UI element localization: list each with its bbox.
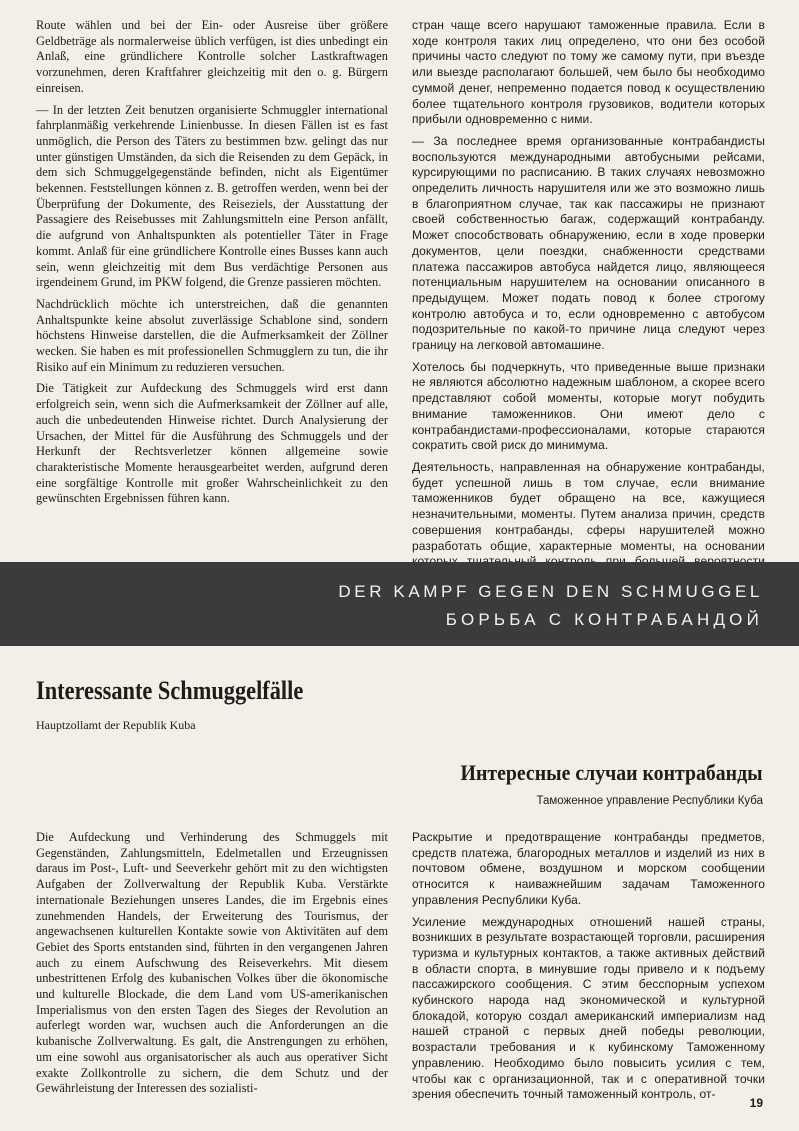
banner-title-german: DER KAMPF GEGEN DEN SCHMUGGEL xyxy=(338,582,763,601)
top-german-column xyxy=(36,18,388,507)
paragraph: — In der letzten Zeit benutzen organisierte Schmuggler international fahrplanmäßig verkehrende Linienbusse. In diesen Fällen ist es fast unmöglich, die Person des Täters zu bestimmen bzw. gelingt das nur unter günstigen Umständen, da sich die Reisenden zu dem Gepäck, in dem sich Schmuggelgegenstände befinden, nicht als Eigentümer bekennen. Feststellungen können z. B. getroffen werden, wenn bei der Überprüfung der Dokumente, des Reiseziels, der Ausstattung der Passagiere des Reisebusses mit Zahlungsmitteln eine Person anfällt, die aufgrund von Anhaltspunkten als potentieller Täter in Frage kommt. Anlaß für eine gründlichere Kontrolle eines Busses kann auch sein, wenn gleichzeitig mit dem Bus verdächtige Personen aus irgendeinem Grund, im PKW folgend, die Grenze passieren möchten. xyxy=(36,102,388,290)
paragraph: Nachdrücklich möchte ich unterstreichen, daß die genannten Anhaltspunkte keine absolut zuverlässige Schablone sind, sondern höchstens Hinweise darstellen, die die Aufmerksamkeit der Zöllner wecken. Sie haben es mit professionellen Schmugglern zu tun, die ihr Risiko auf ein Minimum zu reduzieren versuchen. xyxy=(36,296,388,374)
page-number: 19 xyxy=(749,1096,763,1110)
article-title-russian: Интересные случаи контрабанды xyxy=(460,760,763,785)
top-russian-column xyxy=(412,18,765,586)
article-german-column xyxy=(36,830,388,1097)
paragraph: Хотелось бы подчеркнуть, что приведенные выше признаки не являются абсолютно надежным шаблоном, а скорее всего представляют собой моменты, которые могут побудить внимание таможенников. Они имеют дело с контрабандистами-профессионалами, которые стараются сократить свой риск до минимума. xyxy=(412,359,765,453)
article-subtitle-russian: Таможенное управление Республики Куба xyxy=(536,795,763,807)
paragraph: Деятельность, направленная на обнаружение контрабанды, будет успешной лишь в том случае, если внимание таможенников будет обращено на все, кажущиеся незначительными, моменты. Путем анализа причин, средств совершения контрабанды, сферы нарушителей можно разработать общие, характерные моменты, на основании xyxy=(412,459,765,553)
article-subtitle-german: Hauptzollamt der Republik Kuba xyxy=(36,718,196,732)
paragraph: Die Tätigkeit zur Aufdeckung des Schmuggels wird erst dann erfolgreich sein, wenn sich die Aufmerksamkeit der Zöllner auf alle, auch die unbedeutenden Hinweise richtet. Durch Analysierung der Ursachen, der Mittel für die Ausführung des Schmuggels und der Herkunft der Rechtsverletzer können allgemeine sowie charakteristische Momente herausgearbeitet werden, aufgrund deren eine sorgfältige Kontrolle mit großer Wahrscheinlichkeit zu den gewünschten Ergebnissen führen kann. xyxy=(36,381,388,506)
paragraph: стран чаще всего нарушают таможенные правила. Если в ходе контроля таких лиц определено, что они без особой причины часто следуют по тому же самому пути, при въезде или выезде располагают большей, чем было бы необходимо суммой денег, непременно подается повод к осуществлению более тщательного контроля грузовиков, водители которых прибыли одновременно с ними. xyxy=(412,18,765,127)
article-title-german: Interessante Schmuggelfälle xyxy=(36,676,304,705)
paragraph: Route wählen und bei der Ein- oder Ausreise über größere Geldbeträge als normalerweise üblich verfügen, ist dies unbedingt ein Anlaß, eine gründlichere Kontrolle solcher Lastkraftwagen vorzunehmen, deren Kraftfahrer gleichzeitig mit den o. g. Bürgern einreisen. xyxy=(36,18,388,95)
paragraph: Раскрытие и предотвращение контрабанды предметов, средств платежа, благородных металлов и изделий из них в почтовом обмене, воздушном и морском сообщении относится к наиважнейшим задачам Таможенного управления Республики Куба. xyxy=(412,830,765,907)
paragraph: Die Aufdeckung und Verhinderung des Schmuggels mit Gegenständen, Zahlungsmitteln, Edelmetallen und Erzeugnissen daraus im Post-, Luft- und Seeverkehr gehört mit zu den wichtigsten Aufgaben der Zollverwaltung der Republik Kuba. Verstärkte internationale Beziehungen unseres Landes, die im Ergebnis eines zunehmenden Handels, der Erweiterung des Tourismus, der angewachsenen kulturellen Kontakte sowie von Aktivitäten auf dem Gebiet des Sports entstanden sind, führten in den vergangenen Jahren auch zu einem Aufschwung des Reiseverkehrs. Mit diesem unbestrittenen Erfolg des kubanischen Volkes über die ökonomische und kulturelle Blockade, die dem Land vom US-amerikanischen Imperialismus von den ersten Tagen des Sieges der Revolution an auferlegt worden war, wuchsen auch die Anforderungen an die kubanische Zollverwaltung. Es galt, die Anstrengungen zu erhöhen, um eine sowohl aus organisatorischer als auch aus operativer Sicht exakte Zollkontrolle zu sichern, die dem Schutz und der Gewährleistung der Interessen des sozialisti- xyxy=(36,830,388,1096)
banner-title-russian: БОРЬБА С КОНТРАБАНДОЙ xyxy=(445,610,763,629)
paragraph: Усиление международных отношений нашей страны, возникших в результате возрастающей торговли, расширения туризма и культурных контактов, а также активных действий в области спорта, в минувшие годы привело и к подъему пассажирского сообщения. С этим бесспорным успехом кубинского народа над экономической и культурной блокадой, которую создал американский империализм над нашей страной с первых дней победы революции, возрастали требования и к кубинскому Таможенному управлению. Необходимо было повысить усилия с тем, чтобы как с организационной, так и с оперативной точки зрения обеспечить точный таможенный контроль, от- xyxy=(412,914,765,1102)
article-russian-column xyxy=(412,830,765,1103)
paragraph: — За последнее время организованные контрабандисты воспользуются международными автобусными рейсами, курсирующими по расписанию. В таких случаях невозможно определить личность нарушителя или же это возможно лишь в благоприятном случае, так как пассажиры не признают своей собственностью багаж, содержащий контрабанду. Может способствовать обнаружению, если в ходе проверки документов, цели поездки, снабженности средствами платежа пассажиров автобуса найдется лицо, являющееся потенциальным нарушителем на основании описанного в предыдущем. Может подать повод к более строгому контролю автобуса и то, если одновременно с автобусом подозрительные по какой-то причине лица следуют через границу на легковой автомашине. xyxy=(412,133,765,353)
section-banner xyxy=(0,562,799,646)
